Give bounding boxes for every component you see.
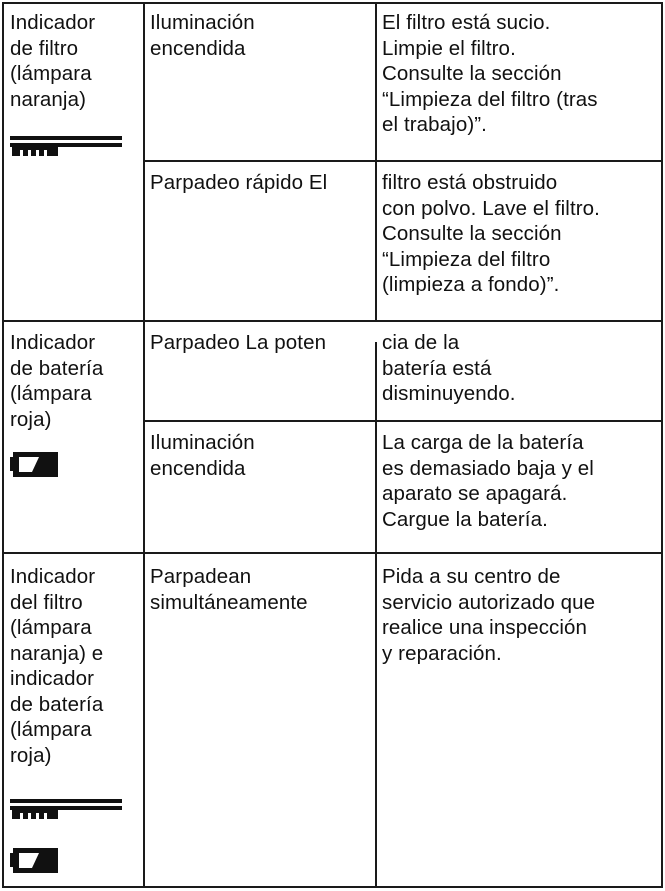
table-border-right: [661, 2, 663, 888]
table-border-bottom: [2, 886, 663, 888]
action-text: El filtro está sucio. Limpie el filtro. Consulte la sección “Limpieza del filtro (tras el trabajo)”.: [382, 11, 598, 136]
indicator-label: Indicador del filtro (lámpara naranja) e indicador de batería (lámpara roja): [10, 565, 104, 767]
row-divider-main-2: [2, 552, 663, 554]
action-text: filtro está obstruido con polvo. Lave el filtro. Consulte la sección “Limpieza del filtro (limpieza a fondo)”.: [382, 171, 600, 296]
indicator-table: [2, 2, 663, 888]
battery-icon: [10, 848, 58, 873]
state-label: Parpadeo La poten: [150, 331, 327, 354]
column-divider-2b: [375, 342, 377, 888]
state-label: Parpadeo rápido El: [150, 171, 328, 194]
indicator-label: Indicador de batería (lámpara roja): [10, 331, 104, 431]
action-text: La carga de la batería es demasiado baja y el aparato se apagará. Cargue la batería.: [382, 431, 594, 531]
filter-icon: [10, 799, 122, 821]
filter-icon: [10, 136, 122, 158]
indicator-label: Indicador de filtro (lámpara naranja): [10, 11, 96, 111]
action-text: cia de la batería está disminuyendo.: [382, 331, 516, 405]
table-border-left: [2, 2, 4, 888]
row-divider-main-1: [2, 320, 663, 322]
state-label: Iluminación encendida: [150, 11, 255, 60]
row-divider-sub-2: [143, 420, 663, 422]
state-label: Parpadean simultáneamente: [150, 565, 308, 614]
battery-icon: [10, 452, 58, 477]
action-text: Pida a su centro de servicio autorizado que realice una inspección y reparación.: [382, 565, 596, 665]
row-divider-sub-1: [143, 160, 663, 162]
column-divider-1: [143, 2, 145, 888]
state-label: Iluminación encendida: [150, 431, 255, 480]
table-border-top: [2, 2, 663, 4]
